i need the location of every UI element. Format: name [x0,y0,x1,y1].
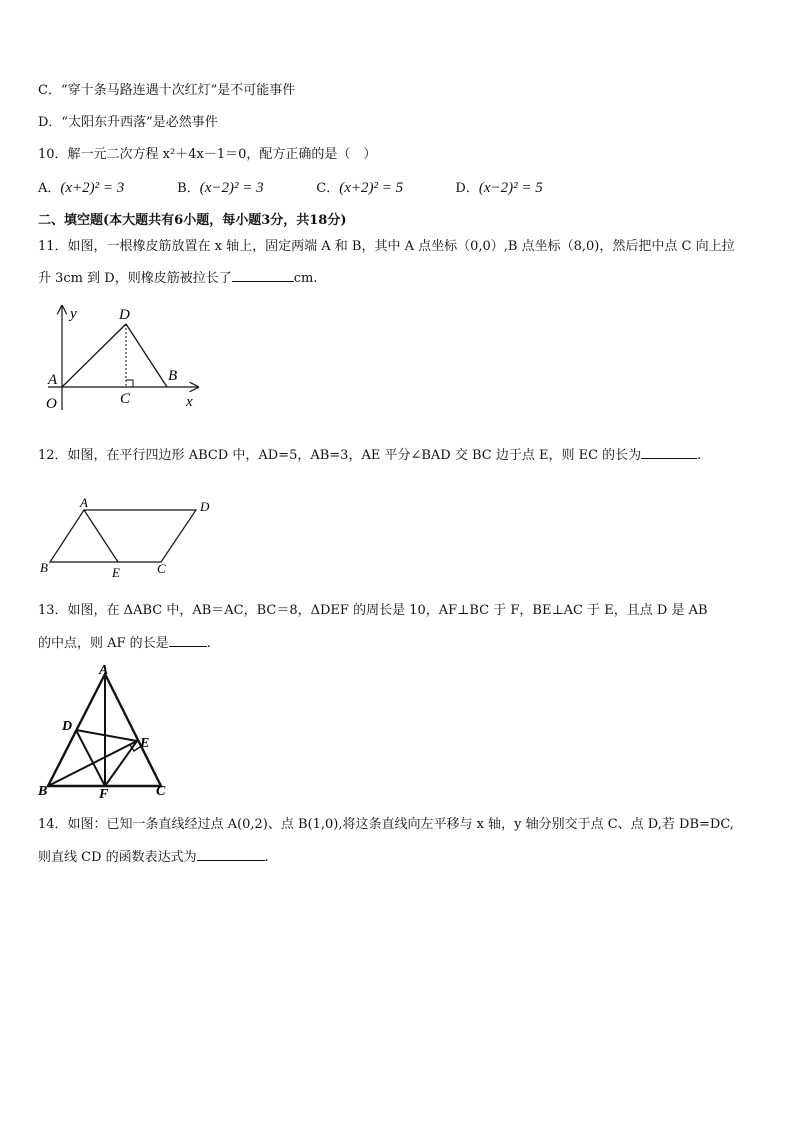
q11-line1: 11．如图，一根橡皮筋放置在 x 轴上，固定两端 A 和 B，其中 A 点坐标（0,0）,B 点坐标（8,0)，然后把中点 C 向上拉 [38,239,735,254]
segment-db [126,324,167,387]
q10-option-d: D．(x−2)² = 5 [455,180,543,196]
label-c: C [156,784,166,799]
q11-answer-blank[interactable] [232,269,294,282]
q10-options [38,179,598,198]
label-o: O [46,396,57,412]
label-a: A [48,372,58,388]
label-f: F [99,787,109,802]
q10-option-c: C．(x+2)² = 5 [316,180,404,196]
label-e: E [140,736,150,751]
label-d: D [62,719,73,734]
label-b: B [40,560,48,575]
q10-stem: 10．解一元二次方程 x²＋4x－1＝0，配方正确的是（ ） [38,147,377,162]
label-a: A [80,495,88,510]
label-y: y [70,306,77,322]
segment-ad [62,324,126,387]
label-b: B [168,368,178,384]
q13-line1: 13．如图，在 ΔABC 中，AB＝AC，BC＝8，ΔDEF 的周长是 10，AF⊥BC 于 F，BE⊥AC 于 E，且点 D 是 AB [38,603,708,618]
q14-answer-blank[interactable] [197,848,265,861]
q14-line1: 14．如图：已知一条直线经过点 A(0,2)、点 B(1,0),将这条直线向左平移与 x 轴，y 轴分别交于点 C、点 D,若 DB=DC, [38,817,734,832]
label-x: x [186,394,193,410]
q11-line2: 升 3cm 到 D，则橡皮筋被拉长了 cm. [38,271,318,286]
q14-line2: 则直线 CD 的函数表达式为 . [38,850,269,865]
q11-figure [40,300,210,415]
q12-text: 12．如图，在平行四边形 ABCD 中，AD=5，AB=3，AE 平分∠BAD 交 BC 边于点 E，则 EC 的长为 . [38,448,702,463]
q9-option-d: D．“太阳东升西落”是必然事件 [38,115,218,130]
label-a: A [99,663,109,678]
label-c: C [120,391,131,407]
label-c: C [157,561,166,576]
label-e: E [112,565,120,580]
parallelogram-abcd [50,510,196,562]
segment-de [76,730,137,741]
q12-figure [38,494,218,580]
segment-df [76,730,105,786]
q10-option-a: A．(x+2)² = 3 [38,180,125,196]
segment-ae [84,510,118,562]
q12-answer-blank[interactable] [641,446,697,459]
label-b: B [38,784,48,799]
section-heading: 二、填空题(本大题共有6小题，每小题3分，共18分) [38,213,347,228]
label-d: D [119,307,130,323]
q13-line2: 的中点，则 AF 的长是 . [38,636,211,651]
q10-option-b: B．(x−2)² = 3 [177,180,264,196]
right-angle-mark [126,380,133,387]
q13-figure [38,662,173,800]
label-d: D [200,499,210,514]
q9-option-c: C．“穿十条马路连遇十次红灯”是不可能事件 [38,83,296,98]
q13-answer-blank[interactable] [169,634,207,647]
